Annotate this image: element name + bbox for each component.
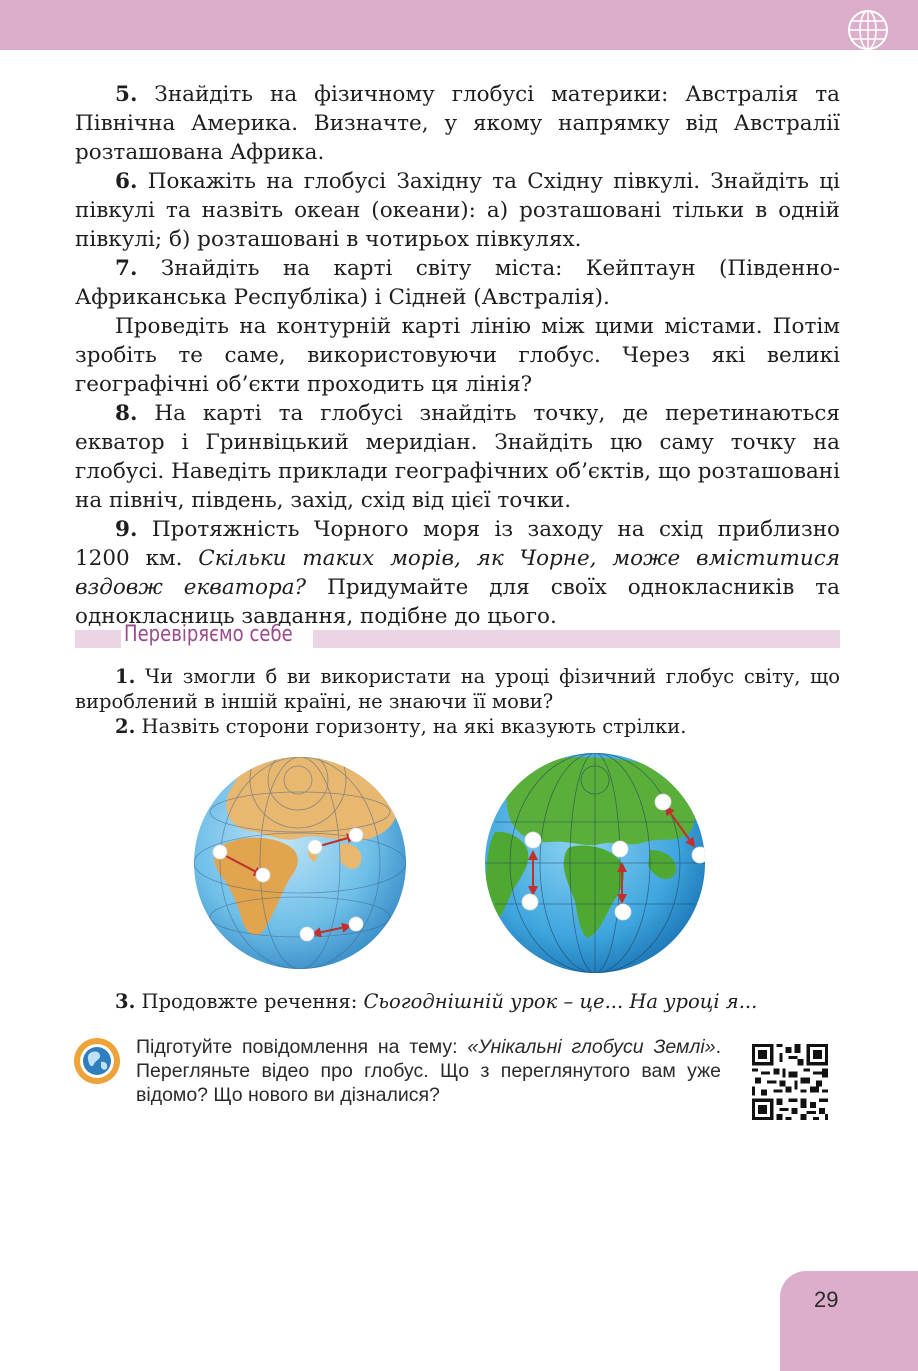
top-header-bar	[0, 0, 918, 50]
section-header-check-yourself	[75, 624, 840, 654]
qr-code[interactable]	[752, 1044, 828, 1120]
task-6: 6. Покажіть на глобусі Західну та Східну півкулі. Знайдіть ці півкулі та назвіть океан (океани): а) розташовані тільки в одній півкулі; б) розташовані в чотирьох півкулях.	[75, 169, 840, 252]
question-2: 2. Назвіть сторони горизонту, на які вказують стрілки.	[115, 715, 687, 738]
question-3: 3. Продовжте речення: Сьогоднішній урок – це... На уроці я...	[115, 990, 758, 1013]
question-1: 1. Чи змогли б ви використати на уроці фізичний глобус світу, що вироблений в іншій країні, не знаючи її мови?	[75, 665, 840, 713]
page-number-tab	[780, 1271, 918, 1371]
task-8: 8. На карті та глобусі знайдіть точку, де перетинаються екватор і Гринвіцький меридіан. Знайдіть цю саму точку на глобусі. Наведіть приклади географічних об’єктів, що розташовані на північ, південь, захід, схід від цієї точки.	[75, 401, 840, 513]
globe-left	[194, 752, 406, 969]
globe-right	[484, 753, 708, 973]
task-7: 7. Знайдіть на карті світу міста: Кейптаун (Південно-Африканська Республіка) і Сідней (Австралія).	[75, 256, 840, 310]
task-5: 5. Знайдіть на фізичному глобусі материки: Австралія та Північна Америка. Визначте, у якому напрямку від Австралії розташована Африка.	[75, 82, 840, 165]
section-bar-right	[313, 630, 840, 648]
task-9: 9. Протяжність Чорного моря із заходу на схід приблизно 1200 км. Скільки таких морів, як Чорне, може вміститися вздовж екватора? Придумайте для своїх однокласників та однокласниць завдання, подібне до цього.	[75, 517, 840, 629]
globe-project-icon	[72, 1036, 122, 1086]
page-number: 29	[814, 1287, 839, 1312]
globes-illustration	[190, 752, 730, 974]
project-task: Підготуйте повідомлення на тему: «Унікальні глобуси Землі». Перегляньте відео про глобус. Що з переглянутого вам уже відомо? Що нового ви дізналися?	[136, 1036, 721, 1106]
section-bar-left	[75, 630, 121, 648]
task-list	[75, 80, 840, 631]
question-list	[75, 664, 840, 739]
globe-icon	[847, 9, 889, 51]
section-title: Перевіряємо себе	[124, 622, 293, 647]
task-7-continuation: Проведіть на контурній карті лінію між цими містами. Потім зробіть те саме, використовуючи глобус. Через які великі географічні об’єкти проходить ця лінія?	[75, 314, 840, 397]
